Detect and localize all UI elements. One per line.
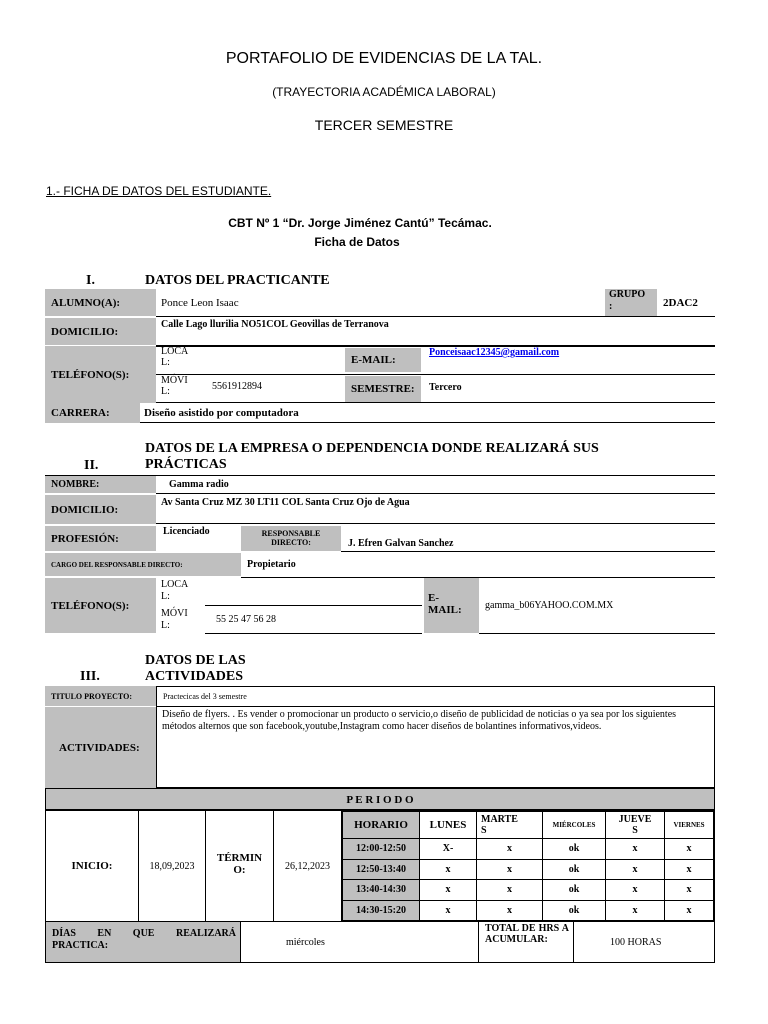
actividades-label: ACTIVIDADES: (45, 707, 156, 788)
total-label: TOTAL DE HRS A ACUMULAR: (478, 922, 574, 962)
document-title: PORTAFOLIO DE EVIDENCIAS DE LA TAL. (225, 50, 543, 67)
responsable-label: RESPONSABLE DIRECTO: (241, 526, 341, 551)
email-link[interactable]: Ponceisaac12345@gamail.com (429, 347, 560, 358)
section-3-numeral: III. (80, 669, 100, 684)
periodo-header: P E R I O D O (45, 788, 715, 810)
schedule-cell: ok (543, 859, 606, 880)
movil-value: 5561912894 (212, 381, 262, 392)
schedule-cell: x (477, 839, 543, 860)
dias-label: DÍAS EN QUE REALIZARÁ PRACTICA: (46, 922, 241, 962)
carrera-value: Diseño asistido por computadora (144, 407, 299, 419)
semestre-value: Tercero (429, 382, 462, 393)
schedule-cell: x (477, 880, 543, 901)
grupo-value: 2DAC2 (663, 296, 698, 309)
profesion-label: PROFESIÓN: (45, 526, 156, 551)
divider (205, 633, 422, 634)
horario-cell: 12:00-12:50 (343, 839, 420, 860)
schedule-cell: x (420, 900, 477, 921)
schedule-cell: x (420, 880, 477, 901)
alumno-value: Ponce Leon Isaac (161, 296, 239, 309)
schedule-row (343, 839, 714, 860)
schedule-cell: ok (543, 900, 606, 921)
domicilio-value: Av Santa Cruz MZ 30 LT11 COL Santa Cruz Ojo de Agua (161, 497, 410, 508)
titulo-proyecto-label: TITULO PROYECTO: (45, 686, 156, 706)
email-label: E- MAIL: (424, 578, 479, 633)
alumno-label: ALUMNO(A): (45, 289, 156, 316)
schedule-cell: x (477, 900, 543, 921)
section-1-numeral: I. (86, 273, 95, 288)
section-heading: 1.- FICHA DE DATOS DEL ESTUDIANTE. (46, 184, 272, 198)
inicio-value: 18,09,2023 (139, 811, 206, 921)
lunes-header: LUNES (420, 812, 477, 839)
actividades-value: Diseño de flyers. . Es vender o promocionar un producto o servicio,o diseño de publicidad de noticias o ya sea por los siguientes métodos alternos que son facebook,youtube,Instagram como hacer diseños de bolantines informativos,videos. (156, 706, 715, 788)
totals-row (45, 921, 715, 963)
schedule-cell: x (665, 880, 714, 901)
semestre-label: SEMESTRE: (345, 376, 421, 402)
inicio-label: INICIO: (46, 811, 139, 921)
profesion-value: Licenciado (163, 526, 210, 537)
jueves-header: JUEVE S (606, 812, 665, 839)
titulo-proyecto-value: Practecicas del 3 semestre (156, 686, 715, 707)
local-label: LOCA L: (161, 346, 189, 368)
schedule-cell: x (606, 880, 665, 901)
domicilio-label: DOMICILIO: (45, 318, 156, 345)
divider (341, 551, 715, 552)
horario-header: HORARIO (343, 812, 420, 839)
section-1-table (45, 289, 715, 423)
section-2-table (45, 475, 715, 635)
dias-value: miércoles (286, 936, 325, 948)
divider (156, 493, 715, 494)
horario-cell: 14:30-15:20 (343, 900, 420, 921)
carrera-label: CARRERA: (45, 403, 140, 423)
martes-header: MARTE S (477, 812, 543, 839)
schedule-cell: x (477, 859, 543, 880)
semester-heading: TERCER SEMESTRE (314, 117, 454, 133)
cargo-label: CARGO DEL RESPONSABLE DIRECTO: (45, 553, 241, 576)
section-2-title: DATOS DE LA EMPRESA O DEPENDENCIA DONDE REALIZARÁ SUS PRÁCTICAS (145, 441, 599, 472)
grupo-label: GRUPO : (605, 289, 657, 316)
schedule-cell: ok (543, 839, 606, 860)
movil-value: 55 25 47 56 28 (216, 614, 276, 625)
divider (156, 374, 715, 375)
domicilio-value: Calle Lago llurilia NO51COL Geovillas de Terranova (161, 319, 389, 330)
miercoles-header: MIÉRCOLES (543, 812, 606, 839)
divider (156, 523, 715, 524)
responsable-value: J. Efren Galvan Sanchez (348, 538, 454, 549)
section-2-numeral: II. (84, 458, 99, 473)
school-name: CBT Nº 1 “Dr. Jorge Jiménez Cantú” Tecámac. (228, 216, 492, 230)
form-name: Ficha de Datos (314, 235, 400, 249)
schedule-row (343, 900, 714, 921)
schedule-row (343, 859, 714, 880)
viernes-header: VIERNES (665, 812, 714, 839)
document-subtitle: (TRAYECTORIA ACADÉMICA LABORAL) (272, 85, 496, 99)
cargo-value: Propietario (247, 559, 296, 570)
movil-label: MÓVI L: (161, 608, 188, 631)
email-value: gamma_b06YAHOO.COM.MX (485, 600, 614, 611)
horario-cell: 13:40-14:30 (343, 880, 420, 901)
schedule-cell: x (606, 859, 665, 880)
termino-value: 26,12,2023 (274, 811, 342, 921)
divider (479, 633, 715, 634)
schedule-cell: x (420, 859, 477, 880)
total-value: 100 HORAS (610, 936, 662, 948)
activities-table (45, 686, 715, 788)
email-label: E-MAIL: (345, 348, 421, 372)
movil-label: MÓVI L: (161, 375, 188, 397)
schedule-cell: X- (420, 839, 477, 860)
section-3-title: DATOS DE LAS ACTIVIDADES (145, 653, 246, 684)
nombre-value: Gamma radio (169, 479, 229, 490)
telefono-label: TELÉFONO(S): (45, 578, 156, 633)
domicilio-label: DOMICILIO: (45, 495, 156, 524)
local-label: LOCA L: (161, 579, 189, 602)
nombre-label: NOMBRE: (45, 476, 156, 493)
periodo-block (45, 810, 715, 922)
divider (140, 422, 715, 423)
schedule-cell: x (665, 859, 714, 880)
divider (205, 605, 422, 606)
schedule-table (342, 811, 714, 921)
schedule-cell: x (606, 900, 665, 921)
schedule-row (343, 880, 714, 901)
divider (156, 316, 715, 317)
section-1-title: DATOS DEL PRACTICANTE (145, 273, 330, 288)
schedule-cell: ok (543, 880, 606, 901)
horario-cell: 12:50-13:40 (343, 859, 420, 880)
telefono-label: TELÉFONO(S): (45, 346, 156, 403)
schedule-cell: x (665, 900, 714, 921)
schedule-cell: x (665, 839, 714, 860)
termino-label: TÉRMIN O: (206, 811, 274, 921)
schedule-cell: x (606, 839, 665, 860)
